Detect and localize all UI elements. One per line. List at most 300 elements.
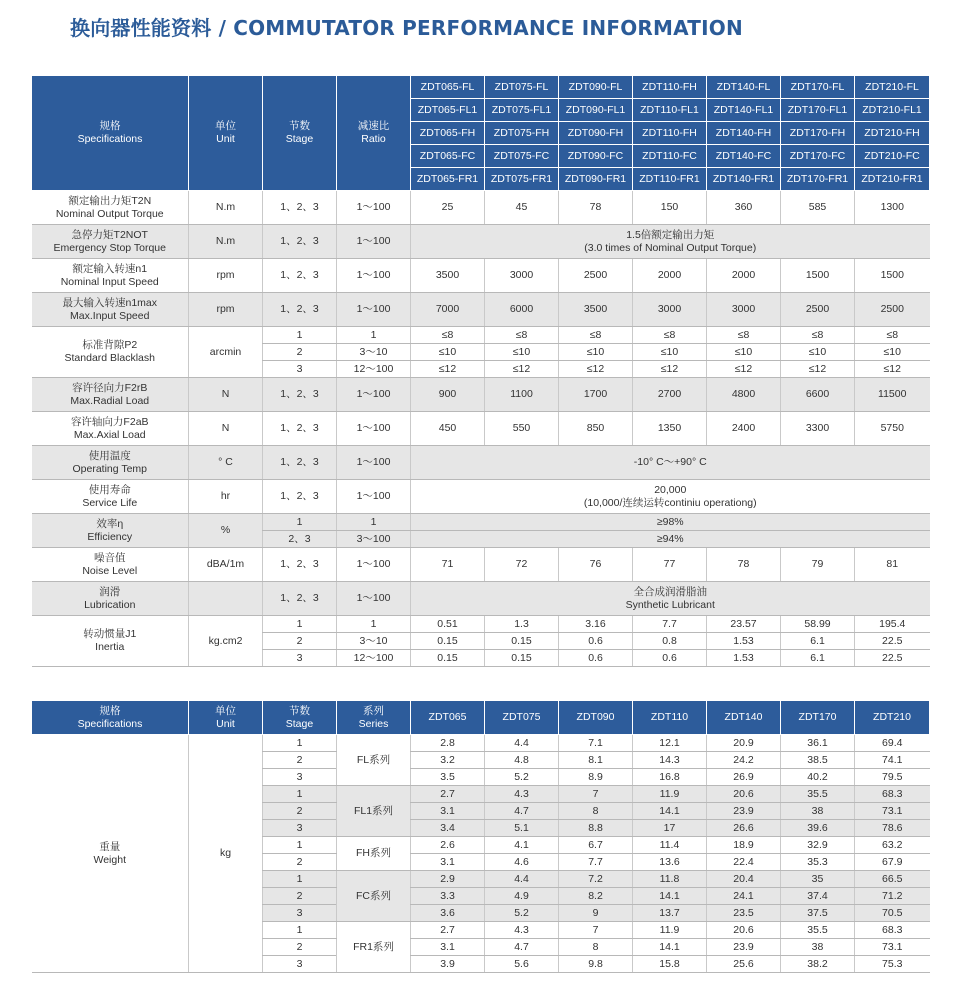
header-model: ZDT170-FH: [781, 122, 855, 145]
value-cell: 1.53: [707, 650, 781, 667]
cell-line: Specifications: [77, 133, 143, 145]
value-cell: 11.9: [633, 922, 707, 939]
stage-cell: 2: [263, 854, 337, 871]
value-cell: 3.1: [411, 939, 485, 956]
value-cell: 14.1: [633, 939, 707, 956]
value-cell: 11.4: [633, 837, 707, 854]
row-radial: [32, 378, 930, 412]
value-cell: 8: [559, 803, 633, 820]
stage-cell: 2: [263, 344, 337, 361]
value-cell: 66.5: [855, 871, 930, 888]
row-backlash: [32, 327, 930, 344]
stage-cell: 1: [263, 616, 337, 633]
value-cell: 72: [485, 548, 559, 582]
value-cell: 2500: [781, 293, 855, 327]
value-cell: 7: [559, 786, 633, 803]
header-model: ZDT110-FH: [633, 122, 707, 145]
value-cell: 3000: [707, 293, 781, 327]
header-model: ZDT170-FL1: [781, 99, 855, 122]
cell-line: Standard Blacklash: [64, 352, 155, 364]
value-cell: 850: [559, 412, 633, 446]
spec-label: [32, 259, 189, 293]
value-cell: 38: [781, 803, 855, 820]
value-cell: 7.7: [559, 854, 633, 871]
header-model: ZDT210-FL1: [855, 99, 930, 122]
value-cell: ≤10: [707, 344, 781, 361]
cell-line: 最大输入转速n1max: [62, 296, 157, 309]
value-cell: 9: [559, 905, 633, 922]
value-cell: 6.1: [781, 633, 855, 650]
value-cell: 3.1: [411, 854, 485, 871]
value-cell: 1350: [633, 412, 707, 446]
value-cell: 14.1: [633, 803, 707, 820]
header-model: ZDT065-FL1: [411, 99, 485, 122]
cell-line: 效率η: [96, 517, 124, 530]
cell-line: 容许径向力F2rB: [72, 381, 148, 394]
ratio-cell: 3～100: [337, 531, 411, 548]
value-cell: ≤12: [411, 361, 485, 378]
value-cell: 24.2: [707, 752, 781, 769]
stage-cell: 3: [263, 769, 337, 786]
value-cell: 3.16: [559, 616, 633, 633]
value-cell: 9.8: [559, 956, 633, 973]
header-model: ZDT140-FC: [707, 145, 781, 168]
value-cell: 2000: [707, 259, 781, 293]
value-cell: 23.5: [707, 905, 781, 922]
value-cell: 78: [707, 548, 781, 582]
merged-value-cell: ≥98%: [411, 514, 930, 531]
value-cell: 5.2: [485, 905, 559, 922]
value-cell: 3.2: [411, 752, 485, 769]
cell-line: Unit: [216, 717, 235, 730]
value-cell: 3000: [633, 293, 707, 327]
row-eff: [32, 514, 930, 531]
value-cell: 69.4: [855, 735, 930, 752]
value-cell: ≤10: [781, 344, 855, 361]
value-cell: 76: [559, 548, 633, 582]
value-cell: 25: [411, 191, 485, 225]
header-model: ZDT090-FC: [559, 145, 633, 168]
header-row: [32, 701, 930, 735]
spec-label: [32, 480, 189, 514]
page-title: 换向器性能资料 / COMMUTATOR PERFORMANCE INFORMATION: [70, 16, 743, 40]
value-cell: 2.8: [411, 735, 485, 752]
value-cell: ≤10: [633, 344, 707, 361]
cell-line: 规格: [99, 120, 121, 133]
value-cell: 23.9: [707, 939, 781, 956]
header-spec: [32, 701, 189, 735]
header-stage: [263, 76, 337, 191]
value-cell: 17: [633, 820, 707, 837]
stage-cell: 1、2、3: [263, 446, 337, 480]
header-model: ZDT170-FC: [781, 145, 855, 168]
unit-cell: N: [189, 378, 263, 412]
value-cell: 5750: [855, 412, 930, 446]
stage-cell: 2: [263, 939, 337, 956]
value-cell: 2.9: [411, 871, 485, 888]
stage-cell: 3: [263, 361, 337, 378]
value-cell: 39.6: [781, 820, 855, 837]
header-model: ZDT075: [485, 701, 559, 735]
value-cell: 3.3: [411, 888, 485, 905]
value-cell: 79: [781, 548, 855, 582]
header-model: ZDT210-FH: [855, 122, 930, 145]
ratio-cell: 3～10: [337, 344, 411, 361]
unit-cell: arcmin: [189, 327, 263, 378]
value-cell: 3.9: [411, 956, 485, 973]
stage-cell: 1、2、3: [263, 412, 337, 446]
header-model: ZDT170-FR1: [781, 168, 855, 191]
cell-line: Series: [358, 717, 389, 730]
header-model: ZDT090-FH: [559, 122, 633, 145]
value-cell: ≤8: [411, 327, 485, 344]
value-cell: 67.9: [855, 854, 930, 871]
value-cell: 18.9: [707, 837, 781, 854]
value-cell: 11.8: [633, 871, 707, 888]
value-cell: 4.8: [485, 752, 559, 769]
cell-line: Nominal Output Torque: [55, 207, 164, 220]
merged-value-cell: ≥94%: [411, 531, 930, 548]
row-max_speed: [32, 293, 930, 327]
value-cell: 2.7: [411, 786, 485, 803]
header-model: ZDT110-FL1: [633, 99, 707, 122]
cell-line: 使用寿命: [88, 483, 131, 496]
value-cell: 35.5: [781, 786, 855, 803]
value-cell: 3.5: [411, 769, 485, 786]
value-cell: 1100: [485, 378, 559, 412]
stage-cell: 2: [263, 633, 337, 650]
stage-cell: 2: [263, 752, 337, 769]
value-cell: 20.6: [707, 922, 781, 939]
value-cell: 16.8: [633, 769, 707, 786]
stage-cell: 3: [263, 905, 337, 922]
header-row: [32, 76, 930, 99]
value-cell: 73.1: [855, 803, 930, 820]
header-model: ZDT170: [781, 701, 855, 735]
ratio-cell: 1～100: [337, 378, 411, 412]
value-cell: 0.6: [559, 633, 633, 650]
value-cell: ≤8: [485, 327, 559, 344]
value-cell: ≤12: [707, 361, 781, 378]
value-cell: 0.6: [559, 650, 633, 667]
ratio-cell: 1～100: [337, 480, 411, 514]
spec-label: [32, 378, 189, 412]
value-cell: 2400: [707, 412, 781, 446]
unit-cell: N.m: [189, 225, 263, 259]
ratio-cell: 1～100: [337, 446, 411, 480]
value-cell: 4.1: [485, 837, 559, 854]
value-cell: 900: [411, 378, 485, 412]
row-torque: [32, 191, 930, 225]
ratio-cell: 1～100: [337, 548, 411, 582]
header-series: [337, 701, 411, 735]
header-model: ZDT110-FR1: [633, 168, 707, 191]
value-cell: 6600: [781, 378, 855, 412]
cell-line: Weight: [93, 853, 126, 866]
value-cell: 0.15: [411, 650, 485, 667]
value-cell: 32.9: [781, 837, 855, 854]
stage-cell: 1、2、3: [263, 378, 337, 412]
cell-line: Unit: [216, 133, 235, 145]
value-cell: 26.9: [707, 769, 781, 786]
header-model: ZDT065-FR1: [411, 168, 485, 191]
value-cell: 40.2: [781, 769, 855, 786]
value-cell: 8: [559, 939, 633, 956]
stage-cell: 3: [263, 650, 337, 667]
header-model: ZDT170-FL: [781, 76, 855, 99]
header-model: ZDT065-FH: [411, 122, 485, 145]
value-cell: 7.7: [633, 616, 707, 633]
value-cell: ≤8: [781, 327, 855, 344]
stage-cell: 2、3: [263, 531, 337, 548]
value-cell: 78.6: [855, 820, 930, 837]
cell-line: Stage: [285, 717, 314, 730]
value-cell: 6.7: [559, 837, 633, 854]
value-cell: 26.6: [707, 820, 781, 837]
stage-cell: 1、2、3: [263, 191, 337, 225]
row-estop: [32, 225, 930, 259]
value-cell: 360: [707, 191, 781, 225]
value-cell: 70.5: [855, 905, 930, 922]
value-cell: 35.3: [781, 854, 855, 871]
ratio-cell: 1～100: [337, 412, 411, 446]
value-cell: 22.4: [707, 854, 781, 871]
value-cell: 5.6: [485, 956, 559, 973]
cell-line: 润滑: [99, 585, 121, 598]
series-cell: FH系列: [337, 837, 411, 871]
cell-line: (3.0 times of Nominal Output Torque): [584, 241, 757, 254]
header-unit: [189, 76, 263, 191]
row-axial: [32, 412, 930, 446]
value-cell: 75.3: [855, 956, 930, 973]
cell-line: 全合成润滑脂油: [633, 585, 707, 598]
value-cell: 25.6: [707, 956, 781, 973]
value-cell: 58.99: [781, 616, 855, 633]
value-cell: 0.51: [411, 616, 485, 633]
stage-cell: 1、2、3: [263, 548, 337, 582]
cell-line: 容许轴向力F2aB: [70, 415, 149, 428]
cell-line: 急停力矩T2NOT: [71, 228, 148, 241]
unit-cell: kg.cm2: [189, 616, 263, 667]
cell-line: 标准背隙P2: [82, 339, 138, 352]
value-cell: 8.1: [559, 752, 633, 769]
ratio-cell: 1～100: [337, 259, 411, 293]
value-cell: 7000: [411, 293, 485, 327]
value-cell: 2000: [633, 259, 707, 293]
stage-cell: 1: [263, 735, 337, 752]
spec-label: [32, 191, 189, 225]
weight-table: [31, 700, 930, 973]
ratio-cell: 1: [337, 327, 411, 344]
cell-line: 系列: [363, 704, 384, 717]
spec-label: [32, 548, 189, 582]
value-cell: 23.9: [707, 803, 781, 820]
cell-line: 额定输出力矩T2N: [68, 194, 152, 207]
value-cell: 35.5: [781, 922, 855, 939]
unit-cell: [189, 582, 263, 616]
header-model: ZDT075-FH: [485, 122, 559, 145]
cell-line: 1.5倍额定输出力矩: [626, 228, 715, 241]
spec-label: [32, 412, 189, 446]
value-cell: 81: [855, 548, 930, 582]
spec-label: [32, 327, 189, 378]
unit-cell: dBA/1m: [189, 548, 263, 582]
value-cell: 6000: [485, 293, 559, 327]
value-cell: 3300: [781, 412, 855, 446]
cell-line: Synthetic Lubricant: [625, 598, 715, 611]
header-model: ZDT110: [633, 701, 707, 735]
value-cell: 37.4: [781, 888, 855, 905]
value-cell: 550: [485, 412, 559, 446]
value-cell: ≤10: [855, 344, 930, 361]
value-cell: 6.1: [781, 650, 855, 667]
value-cell: ≤8: [633, 327, 707, 344]
unit-cell: rpm: [189, 293, 263, 327]
merged-value-cell: [411, 480, 930, 514]
ratio-cell: 1～100: [337, 293, 411, 327]
value-cell: 45: [485, 191, 559, 225]
value-cell: 77: [633, 548, 707, 582]
cell-line: (10,000/连续运转continiu operationg): [583, 496, 757, 509]
value-cell: 74.1: [855, 752, 930, 769]
value-cell: 38.5: [781, 752, 855, 769]
header-model: ZDT110-FH: [633, 76, 707, 99]
value-cell: 68.3: [855, 922, 930, 939]
value-cell: ≤8: [855, 327, 930, 344]
cell-line: 规格: [99, 704, 121, 717]
cell-line: Ratio: [361, 133, 386, 145]
spec-label: [32, 582, 189, 616]
ratio-cell: 1～100: [337, 582, 411, 616]
value-cell: 450: [411, 412, 485, 446]
value-cell: 1500: [855, 259, 930, 293]
cell-line: 重量: [99, 840, 121, 853]
unit-cell: kg: [189, 735, 263, 973]
cell-line: 20,000: [654, 483, 687, 496]
value-cell: 2700: [633, 378, 707, 412]
value-cell: 4.7: [485, 939, 559, 956]
value-cell: ≤12: [485, 361, 559, 378]
cell-line: Operating Temp: [72, 462, 147, 475]
ratio-cell: 12～100: [337, 650, 411, 667]
value-cell: 13.7: [633, 905, 707, 922]
stage-cell: 1: [263, 871, 337, 888]
value-cell: 8.9: [559, 769, 633, 786]
row-in_speed: [32, 259, 930, 293]
weight-row: [32, 735, 930, 752]
value-cell: 1.53: [707, 633, 781, 650]
stage-cell: 1、2、3: [263, 293, 337, 327]
header-ratio: [337, 76, 411, 191]
ratio-cell: 3～10: [337, 633, 411, 650]
value-cell: 0.15: [485, 650, 559, 667]
value-cell: ≤10: [559, 344, 633, 361]
header-model: ZDT210-FR1: [855, 168, 930, 191]
performance-table: [31, 75, 930, 667]
value-cell: 0.15: [485, 633, 559, 650]
ratio-cell: 1: [337, 514, 411, 531]
value-cell: 5.2: [485, 769, 559, 786]
value-cell: 8.2: [559, 888, 633, 905]
value-cell: 22.5: [855, 633, 930, 650]
value-cell: 3.4: [411, 820, 485, 837]
value-cell: 150: [633, 191, 707, 225]
header-model: ZDT140-FL: [707, 76, 781, 99]
cell-line: Noise Level: [82, 564, 138, 577]
value-cell: 71: [411, 548, 485, 582]
unit-cell: rpm: [189, 259, 263, 293]
value-cell: 8.8: [559, 820, 633, 837]
unit-cell: hr: [189, 480, 263, 514]
value-cell: 3.1: [411, 803, 485, 820]
value-cell: 7.1: [559, 735, 633, 752]
stage-cell: 1、2、3: [263, 259, 337, 293]
value-cell: 13.6: [633, 854, 707, 871]
series-cell: FL系列: [337, 735, 411, 786]
header-spec: [32, 76, 189, 191]
header-model: ZDT075-FL: [485, 76, 559, 99]
value-cell: 3500: [559, 293, 633, 327]
value-cell: 0.6: [633, 650, 707, 667]
value-cell: ≤10: [411, 344, 485, 361]
cell-line: Emergency Stop Torque: [53, 241, 166, 254]
row-life: [32, 480, 930, 514]
cell-line: 节数: [289, 704, 310, 717]
ratio-cell: 1～100: [337, 191, 411, 225]
value-cell: 68.3: [855, 786, 930, 803]
header-model: ZDT210: [855, 701, 930, 735]
value-cell: 4.4: [485, 735, 559, 752]
value-cell: 585: [781, 191, 855, 225]
stage-cell: 1: [263, 327, 337, 344]
header-model: ZDT075-FR1: [485, 168, 559, 191]
cell-line: 节数: [289, 120, 310, 133]
row-temp: [32, 446, 930, 480]
value-cell: 20.6: [707, 786, 781, 803]
value-cell: 7: [559, 922, 633, 939]
value-cell: 14.3: [633, 752, 707, 769]
unit-cell: %: [189, 514, 263, 548]
stage-cell: 1、2、3: [263, 582, 337, 616]
value-cell: 5.1: [485, 820, 559, 837]
cell-line: Nominal Input Speed: [60, 275, 159, 288]
value-cell: 4.3: [485, 922, 559, 939]
header-model: ZDT090: [559, 701, 633, 735]
header-model: ZDT065: [411, 701, 485, 735]
value-cell: 24.1: [707, 888, 781, 905]
value-cell: 78: [559, 191, 633, 225]
value-cell: 2.6: [411, 837, 485, 854]
spec-label: [32, 616, 189, 667]
ratio-cell: 12～100: [337, 361, 411, 378]
value-cell: 22.5: [855, 650, 930, 667]
stage-cell: 1: [263, 786, 337, 803]
value-cell: 20.4: [707, 871, 781, 888]
stage-cell: 3: [263, 956, 337, 973]
cell-line: 转动惯量J1: [83, 628, 137, 641]
value-cell: 0.15: [411, 633, 485, 650]
stage-cell: 2: [263, 803, 337, 820]
value-cell: ≤12: [855, 361, 930, 378]
value-cell: 1500: [781, 259, 855, 293]
series-cell: FC系列: [337, 871, 411, 922]
cell-line: 单位: [215, 704, 236, 717]
value-cell: ≤8: [559, 327, 633, 344]
header-model: ZDT090-FR1: [559, 168, 633, 191]
value-cell: 195.4: [855, 616, 930, 633]
header-model: ZDT140-FR1: [707, 168, 781, 191]
stage-cell: 3: [263, 820, 337, 837]
